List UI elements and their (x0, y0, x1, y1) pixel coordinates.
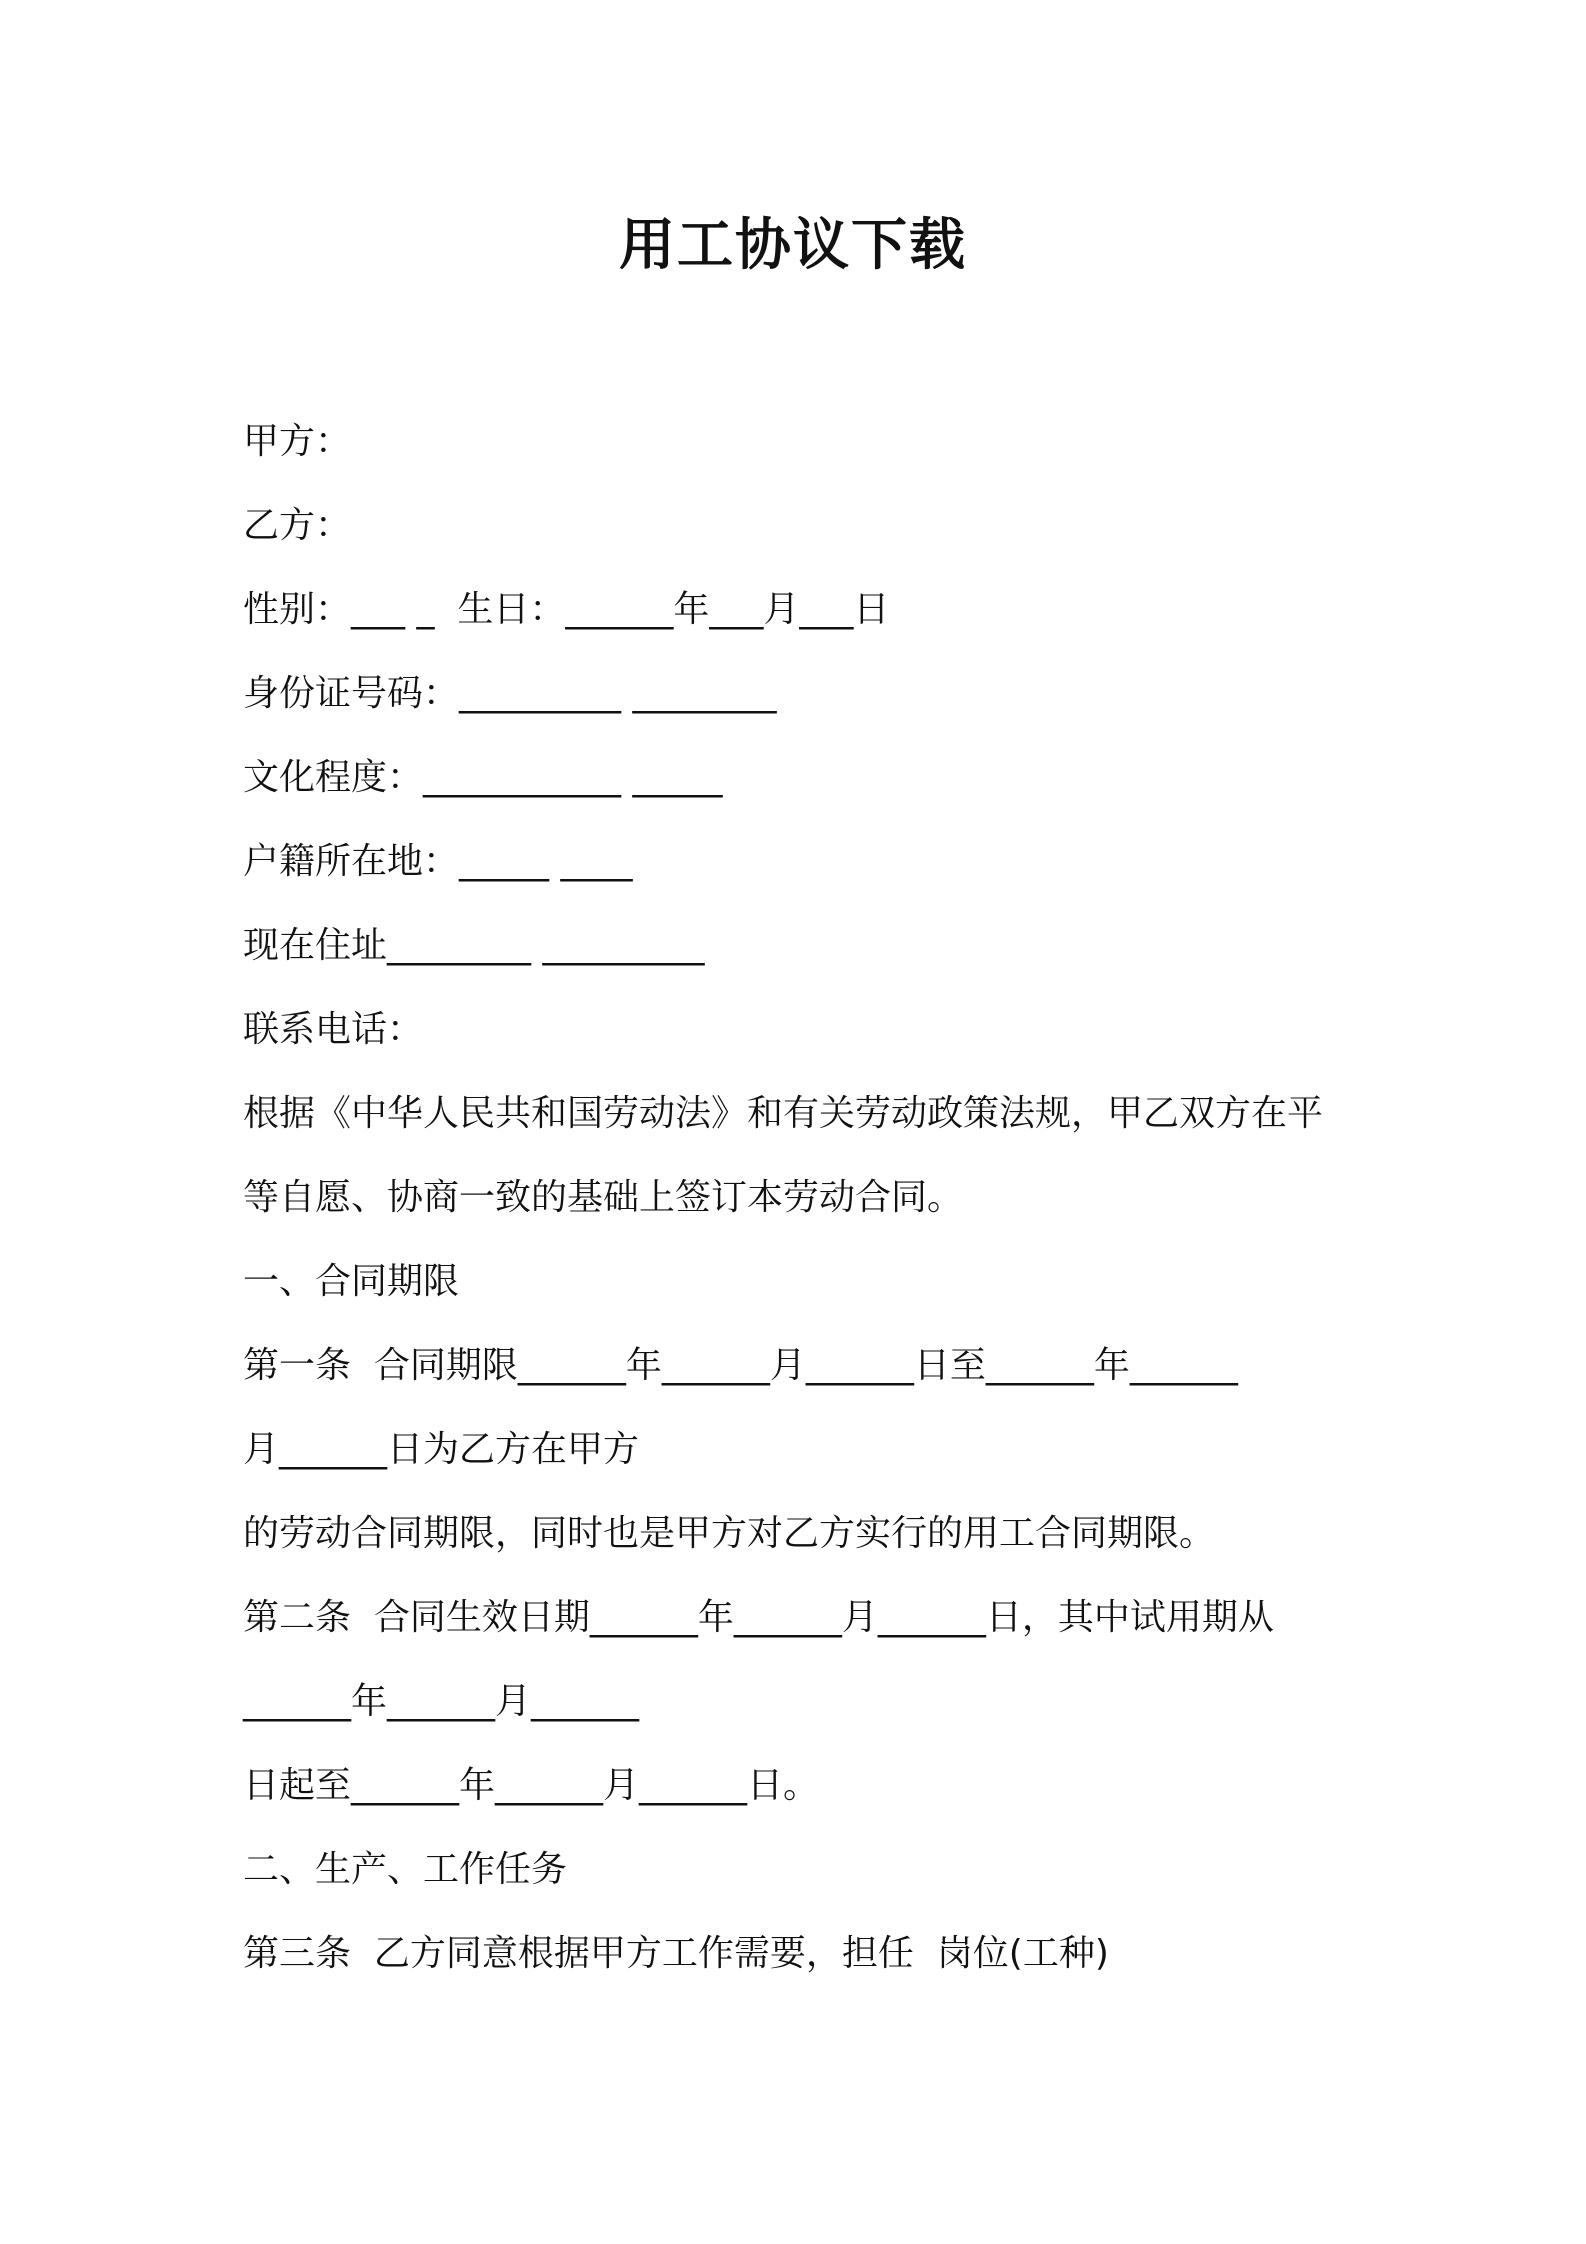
section-heading-contract-term: 一、合同期限 (243, 1261, 460, 1302)
article-1-line-3: 的劳动合同期限，同时也是甲方对乙方实行的用工合同期限。 (243, 1513, 1216, 1554)
household-registration-line: 户籍所在地：_____ ____ (243, 841, 633, 882)
current-address-line: 现在住址________ _________ (243, 925, 705, 966)
preamble-line-1: 根据《中华人民共和国劳动法》和有关劳动政策法规，甲乙双方在平 (243, 1093, 1324, 1134)
gender-birthday-line: 性别：___ _ 生日：______年___月___日 (243, 589, 890, 630)
article-2-line-2: ______年______月______ (243, 1681, 639, 1722)
article-2-line-1: 第二条 合同生效日期______年______月______日，其中试用期从 (243, 1597, 1274, 1638)
article-1-line-1: 第一条 合同期限______年______月______日至______年______ (243, 1345, 1238, 1386)
section-heading-work-tasks: 二、生产、工作任务 (243, 1849, 568, 1890)
article-1-line-2: 月______日为乙方在甲方 (243, 1429, 640, 1470)
document-title: 用工协议下载 (619, 213, 967, 278)
phone-line: 联系电话： (243, 1009, 424, 1050)
education-line: 文化程度：___________ _____ (243, 757, 723, 798)
document-body (243, 400, 1363, 1996)
party-a-line: 甲方： (243, 421, 352, 462)
preamble-line-2: 等自愿、协商一致的基础上签订本劳动合同。 (243, 1177, 964, 1218)
article-3-line-1: 第三条 乙方同意根据甲方工作需要，担任 岗位(工种) (243, 1933, 1109, 1974)
id-number-line: 身份证号码：_________ ________ (243, 673, 777, 714)
party-b-line: 乙方： (243, 505, 352, 546)
article-2-line-3: 日起至______年______月______日。 (243, 1765, 820, 1806)
